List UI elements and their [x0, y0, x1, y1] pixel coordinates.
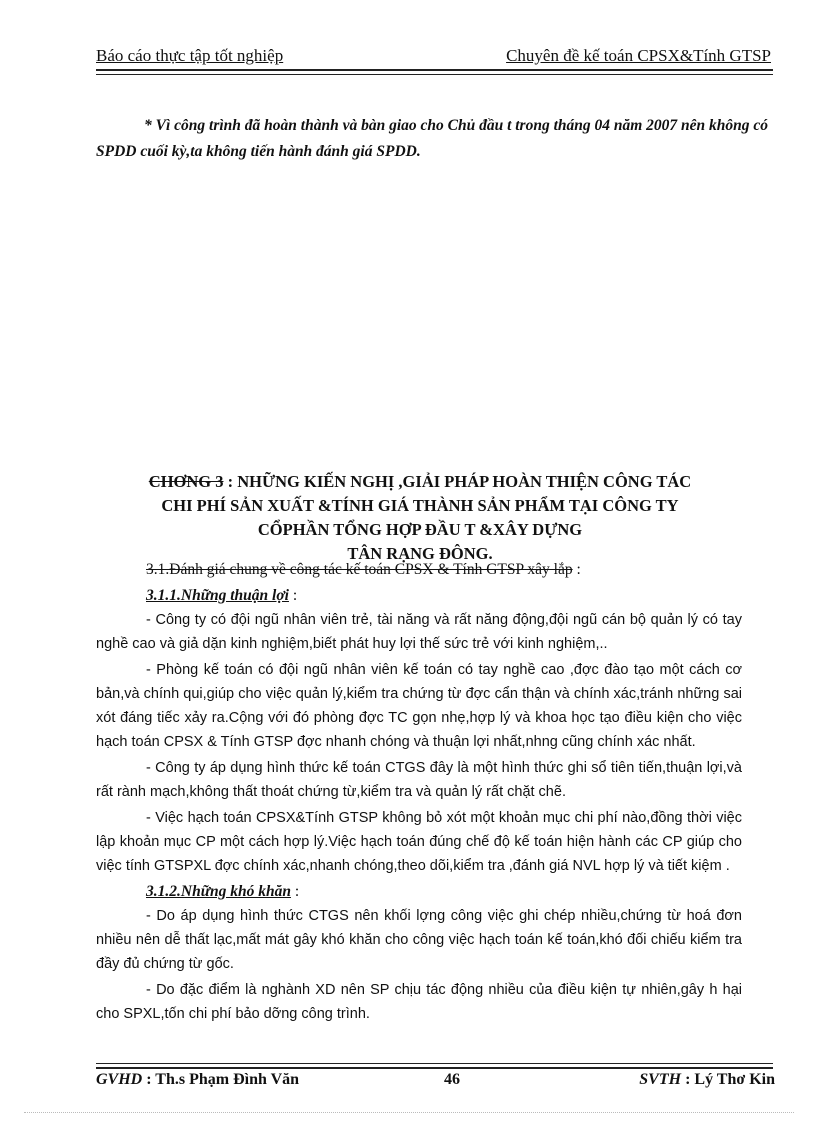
footer-student-label: SVTH	[639, 1071, 682, 1088]
footer-rule-thin	[96, 1063, 773, 1064]
header-topic-title: Chuyên đề kế toán CPSX&Tính GTSP	[506, 46, 771, 65]
footer-rule-thick	[96, 1067, 773, 1069]
page-number: 46	[444, 1071, 460, 1088]
chapter-heading-line-3: CỔPHẦN TỔNG HỢP ĐẦU T &XÂY DỰNG	[257, 520, 583, 539]
footer-supervisor-name: : Th.s Phạm Đình Văn	[142, 1071, 300, 1088]
subsection-advantages-title: 3.1.1.Những thuận lợi	[146, 587, 289, 604]
chapter-number: CHƠNG 3	[148, 472, 224, 491]
chapter-heading	[100, 470, 740, 566]
chapter-heading-line-4: TÂN RẠNG ĐÔNG.	[347, 544, 493, 563]
paragraph: - Do áp dụng hình thức CTGS nên khối lợng công việc ghi chép nhiều,chứng từ hoá đơn nhiều nên dễ thất lạc,mất mát gây khó khăn cho công việc hạch toán kế toán,khó đối chiếu kiểm tra đầy đủ chứng từ gốc.	[96, 908, 742, 972]
subsection-advantages-suffix: :	[288, 587, 298, 604]
chapter-heading-line-1	[100, 470, 740, 494]
page-footer	[96, 1071, 775, 1095]
subsection-difficulties-title: 3.1.2.Những khó khăn	[146, 883, 291, 900]
footer-student	[639, 1071, 775, 1089]
subsection-difficulties-suffix: :	[290, 883, 300, 900]
footer-student-name: : Lý Thơ Kin	[681, 1071, 775, 1088]
header-rule-thick	[96, 69, 773, 71]
paragraph: - Do đặc điểm là nghành XD nên SP chịu tác động nhiều của điều kiện tự nhiên,gây h hại cho SPXL,tốn chi phí bảo dỡng công trình.	[96, 982, 742, 1022]
paragraph: - Phòng kế toán có đội ngũ nhân viên kế toán có tay nghề cao ,đợc đào tạo một cách cơ bản,và chính qui,giúp cho việc quản lý,kiểm tra chứng từ đợc cẩn thận và chính xác,tránh những sai xót đáng tiếc xảy ra.Cộng với đó phòng đợc TC gọn nhẹ,hợp lý và khoa học tạo điều kiện cho việc hạch toán CPSX & Tính GTSP đợc nhanh chóng và thuận lợi nhất,nhng cũng chính xác nhất.	[96, 662, 742, 750]
section-title: 3.1.Đánh giá chung về công tác kế toán CPSX & Tính GTSP xây lắp	[146, 561, 573, 578]
subsection-advantages	[96, 584, 742, 608]
subsection-difficulties	[96, 880, 742, 904]
paragraph: - Việc hạch toán CPSX&Tính GTSP không bỏ xót một khoản mục chi phí nào,đồng thời việc lập khoản mục CP một cách hợp lý.Việc hạch toán đúng chế độ kế toán hiện hành các CP giúp cho việc tính GTSPXL đợc chính xác,nhanh chóng,theo dõi,kiểm tra ,đánh giá NVL hợp lý và tiết kiệm .	[96, 810, 742, 874]
page-header	[96, 46, 771, 68]
paragraph: - Công ty có đội ngũ nhân viên trẻ, tài năng và rất năng động,đội ngũ cán bộ quản lý có tay nghề cao và giả dặn kinh nghiệm,biết phát huy lợi thế sức trẻ với kinh nghiệm,..	[96, 612, 742, 652]
header-report-title: Báo cáo thực tập tốt nghiệp	[96, 46, 284, 65]
body-text	[96, 558, 742, 1028]
footer-supervisor	[96, 1071, 299, 1089]
paragraph: - Công ty áp dụng hình thức kế toán CTGS đây là một hình thức ghi sổ tiên tiến,thuận lợi,và rất rành mạch,không thất thoát chứng từ,kiểm tra và quản lý rất chặt chẽ.	[96, 760, 742, 800]
wip-note: * Vì công trình đã hoàn thành và bàn giao cho Chủ đầu t trong tháng 04 năm 2007 nên không có SPDD cuối kỳ,ta không tiến hành đánh giá SPDD.	[96, 117, 769, 160]
page-bottom-border	[24, 1112, 794, 1113]
chapter-heading-line-2: CHI PHÍ SẢN XUẤT &TÍNH GIÁ THÀNH SẢN PHẨM TẠI CÔNG TY	[161, 496, 679, 515]
footer-supervisor-label: GVHD	[96, 1071, 143, 1088]
section-suffix: :	[572, 561, 581, 578]
section-heading	[96, 558, 742, 582]
header-rule-thin	[96, 74, 773, 75]
chapter-title-part-1: : NHỮNG KIẾN NGHỊ ,GIẢI PHÁP HOÀN THIỆN CÔNG TÁC	[223, 472, 692, 491]
